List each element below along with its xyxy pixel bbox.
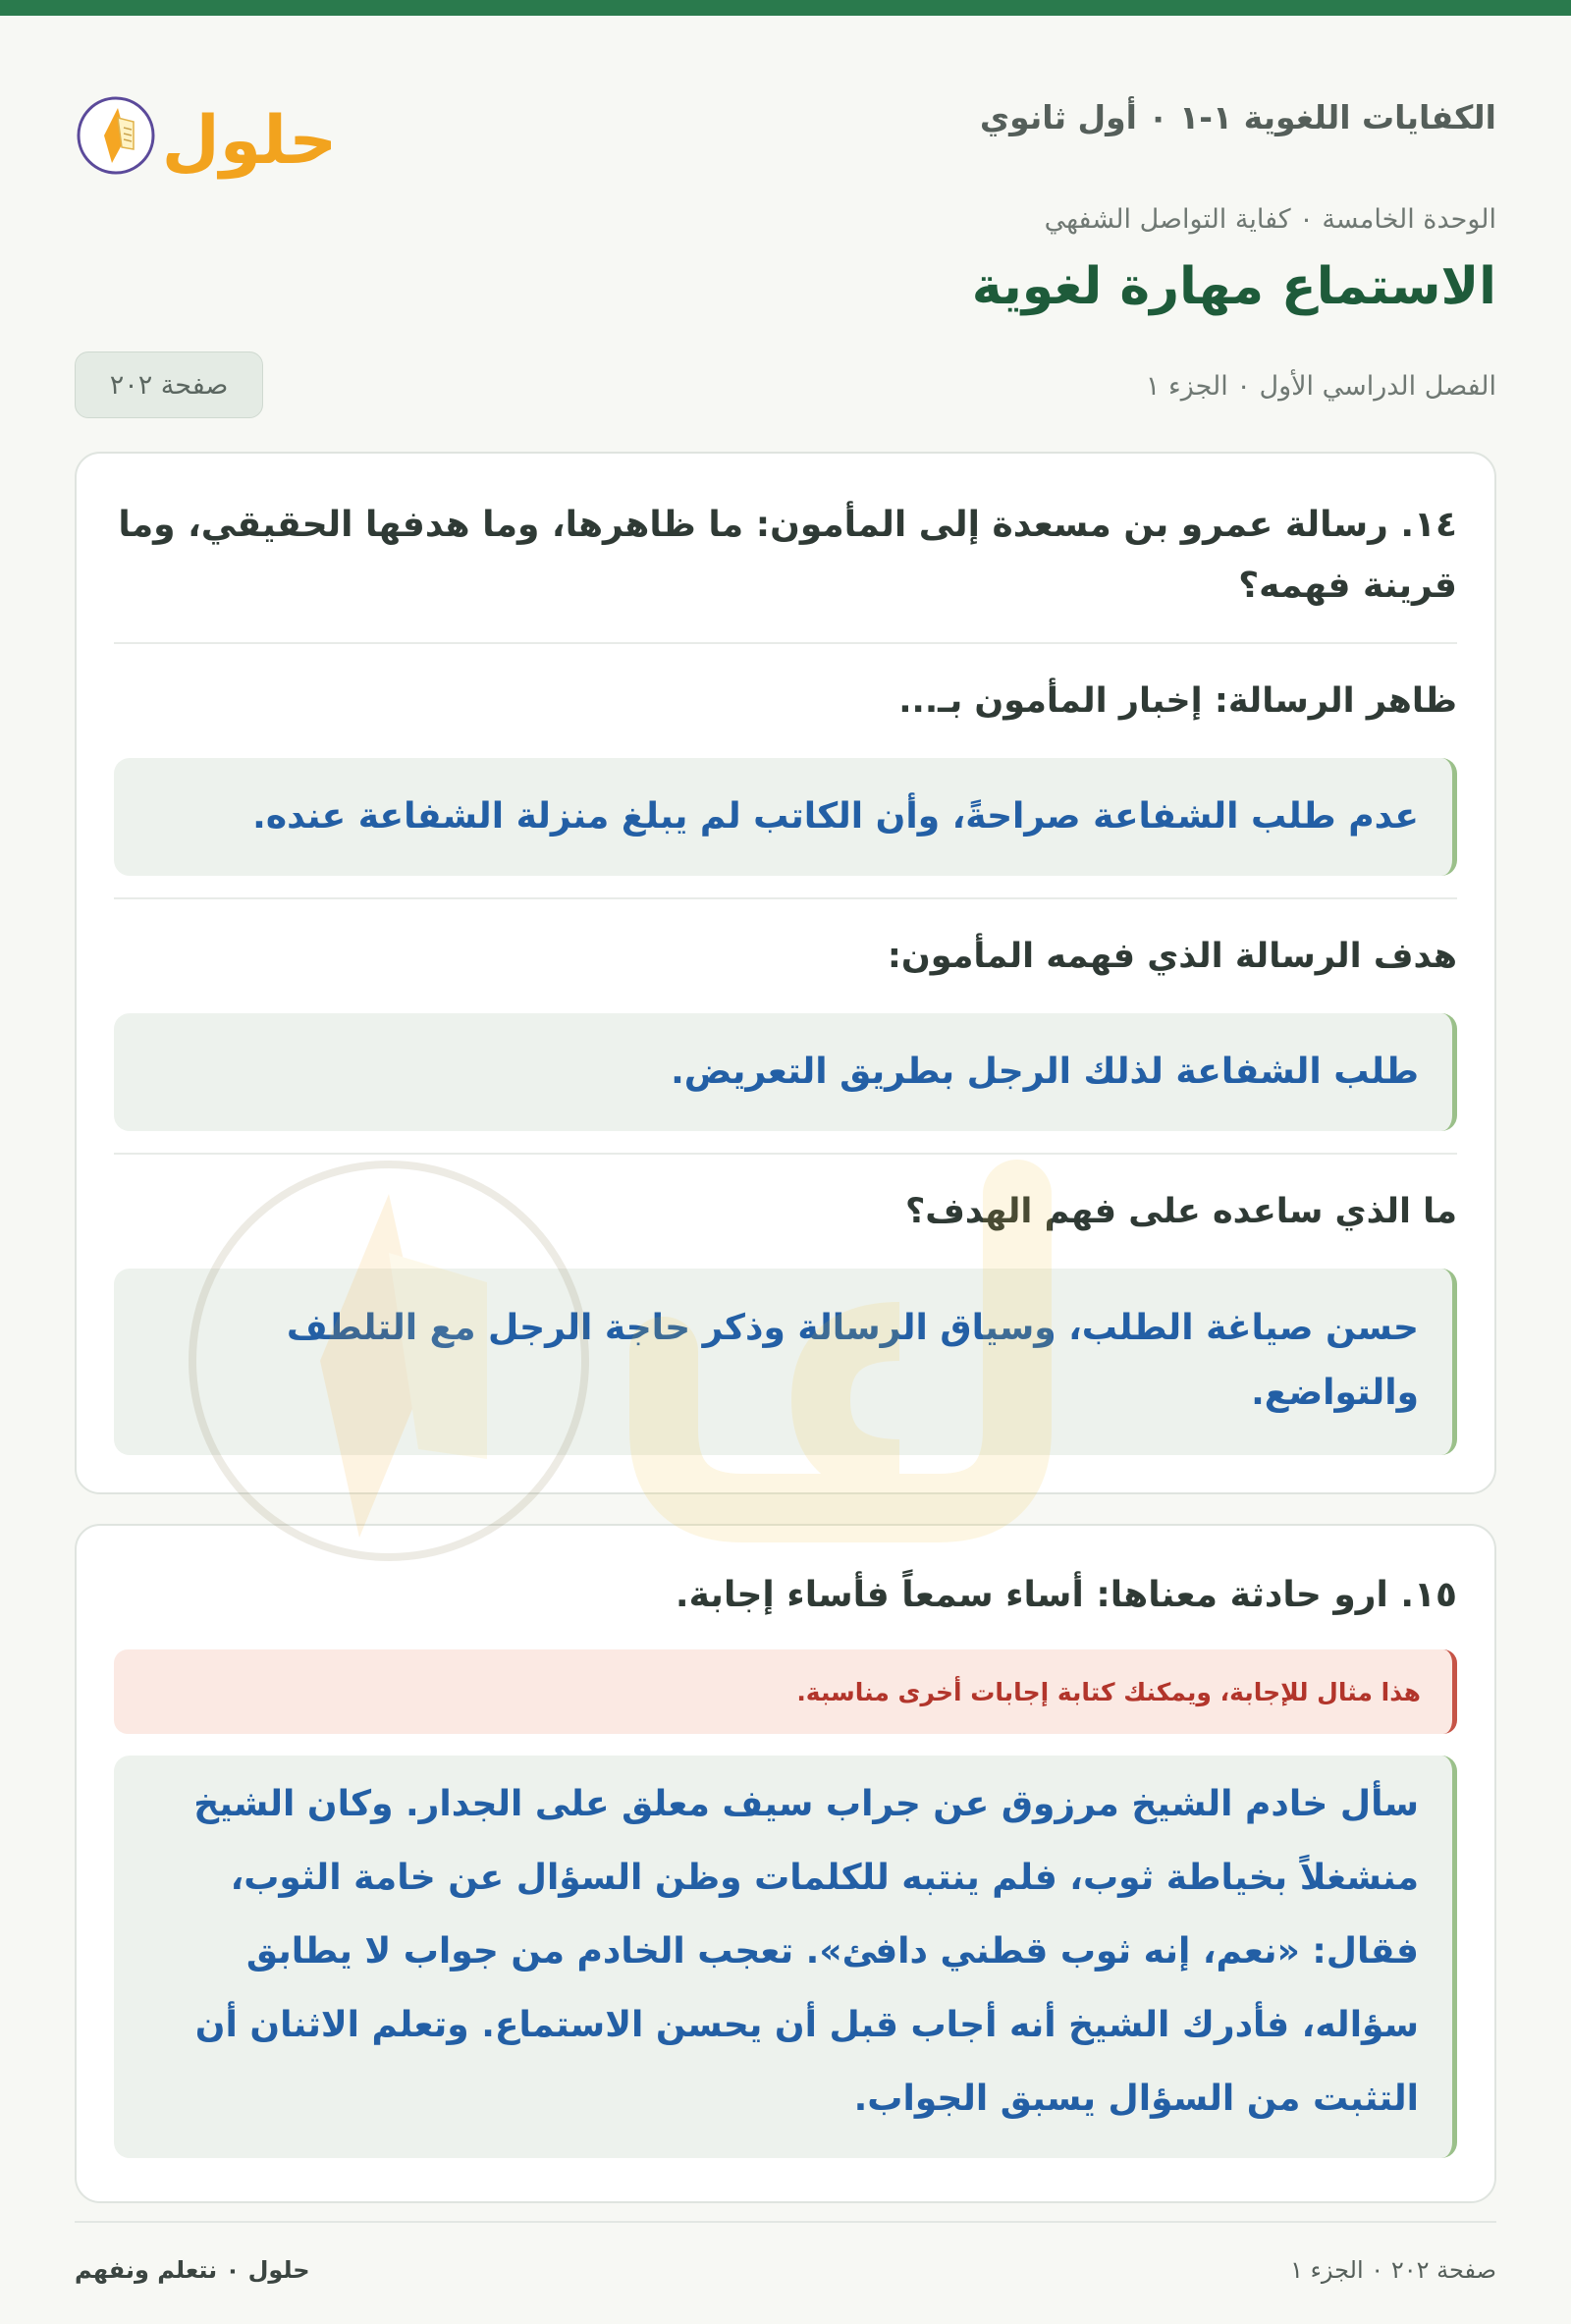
page-number-badge: صفحة ٢٠٢ — [75, 351, 263, 418]
question-title: ١٤. رسالة عمرو بن مسعدة إلى المأمون: ما ظاهرها، وما هدفها الحقيقي، وما قرينة فهمه؟ — [118, 505, 1457, 606]
question-card-15 — [75, 1524, 1496, 2203]
answer-box: عدم طلب الشفاعة صراحةً، وأن الكاتب لم يبلغ منزلة الشفاعة عنده. — [114, 758, 1457, 876]
book-title: الكفايات اللغوية ١-١ ٠ أول ثانوي — [979, 98, 1496, 136]
footer-page-info: صفحة ٢٠٢ ٠ الجزء ١ — [1290, 2256, 1496, 2284]
footer-divider — [75, 2221, 1496, 2223]
question-title: ١٥. ارو حادثة معناها: أساء سمعاً فأساء إجابة. — [675, 1575, 1457, 1615]
hulul-logo[interactable] — [75, 79, 340, 191]
top-accent-bar — [0, 0, 1571, 16]
part-label: ظاهر الرسالة: إخبار المأمون بـ... — [898, 681, 1457, 721]
footer-brand: حلول ٠ نتعلم ونفهم — [75, 2256, 310, 2284]
unit-breadcrumb: الوحدة الخامسة ٠ كفاية التواصل الشفهي — [1044, 204, 1496, 235]
divider — [114, 897, 1457, 899]
part-label: ما الذي ساعده على فهم الهدف؟ — [904, 1192, 1457, 1231]
part-label: هدف الرسالة الذي فهمه المأمون: — [887, 937, 1457, 976]
semester-line: الفصل الدراسي الأول ٠ الجزء ١ — [1145, 371, 1496, 402]
page-title: الاستماع مهارة لغوية — [971, 257, 1496, 316]
divider — [114, 642, 1457, 644]
page — [75, 16, 1496, 2324]
answer-box: حسن صياغة الطلب، وسياق الرسالة وذكر حاجة الرجل مع التلطف والتواضع. — [114, 1269, 1457, 1455]
answer-box: سأل خادم الشيخ مرزوق عن جراب سيف معلق على الجدار. وكان الشيخ منشغلاً بخياطة ثوب، فلم ينتبه للكلمات وظن السؤال عن خامة الثوب، فقال: «نعم، إنه ثوب قطني دافئ». تعجب الخادم من جواب لا يطابق سؤاله، فأدرك الشيخ أنه أجاب قبل أن يحسن الاستماع. وتعلم الاثنان أن التثبت من السؤال يسبق الجواب. — [114, 1756, 1457, 2158]
page-header — [75, 59, 1496, 187]
logo-wordmark: حلول — [161, 102, 338, 180]
example-note: هذا مثال للإجابة، ويمكنك كتابة إجابات أخرى مناسبة. — [114, 1649, 1457, 1734]
question-card-14 — [75, 452, 1496, 1494]
divider — [114, 1153, 1457, 1155]
lesson-meta — [75, 187, 1496, 442]
answer-box: طلب الشفاعة لذلك الرجل بطريق التعريض. — [114, 1013, 1457, 1131]
